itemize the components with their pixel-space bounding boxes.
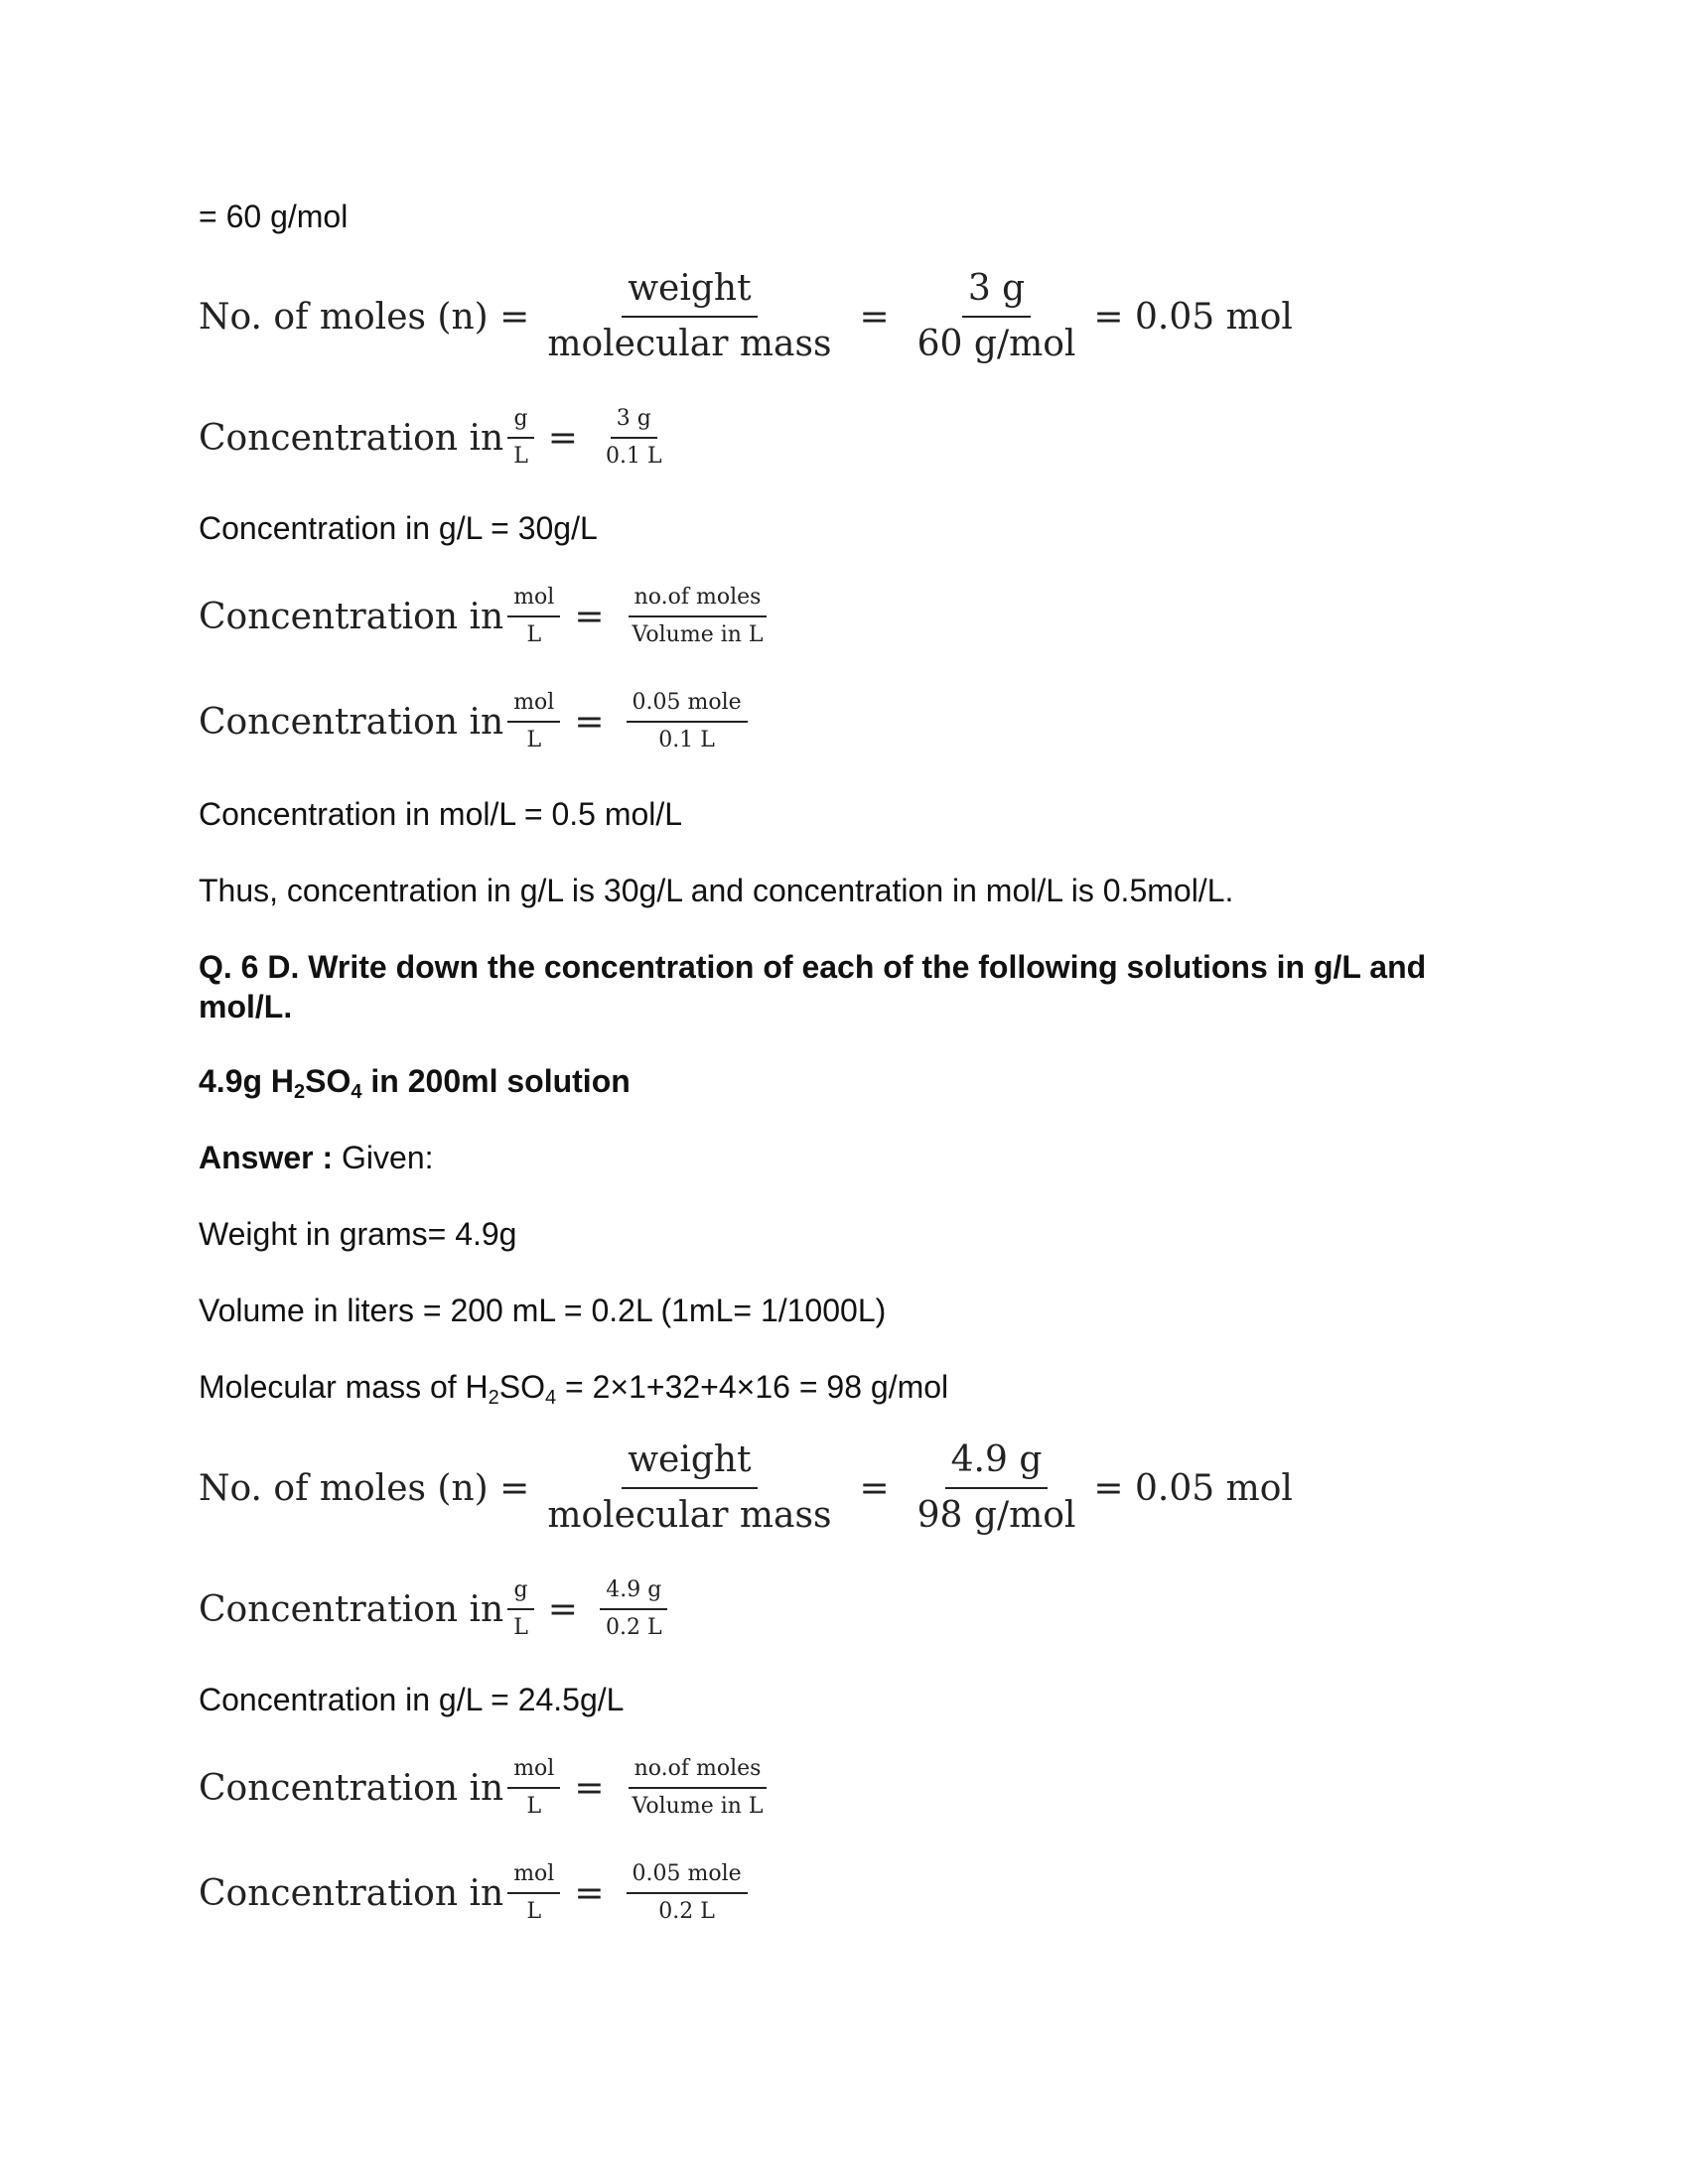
conc-mol-formula-1 — [199, 584, 781, 649]
equation-lhs: Concentration in — [199, 1767, 504, 1809]
fraction-values — [912, 266, 1082, 367]
molecular-mass-line — [199, 1367, 948, 1407]
subpart-text: 4.9g H — [199, 1063, 295, 1099]
answer-text: Given: — [333, 1140, 434, 1175]
mm-text: SO — [498, 1369, 545, 1405]
equation-lhs: Concentration in — [199, 596, 504, 637]
fraction-denominator: Volume in L — [632, 622, 764, 647]
subscript: 4 — [545, 1387, 557, 1409]
unit-numerator: mol — [507, 1755, 560, 1789]
value-fraction — [600, 405, 668, 471]
conc-mol-formula-2 — [199, 1755, 781, 1821]
moles-equation-1 — [199, 266, 1293, 367]
conc-g-equation-1 — [199, 405, 680, 471]
value-fraction — [627, 584, 770, 649]
equation-lhs: Concentration in — [199, 417, 504, 459]
unit-fraction — [507, 405, 534, 471]
answer-label: Answer : — [199, 1140, 334, 1175]
conc-g-result-2: Concentration in g/L = 24.5g/L — [199, 1682, 625, 1717]
fraction-denominator: 60 g/mol — [916, 324, 1076, 364]
equation-result: = 0.05 mol — [1093, 1467, 1293, 1509]
conc-g-equation-2 — [199, 1576, 680, 1642]
molar-mass-result: = 60 g/mol — [199, 199, 349, 234]
unit-numerator: g — [507, 1576, 533, 1610]
unit-denominator: L — [513, 444, 528, 469]
fraction-numerator: 4.9 g — [600, 1576, 667, 1610]
equals-sign: = — [859, 1467, 890, 1509]
unit-fraction — [507, 1576, 534, 1642]
equation-result: = 0.05 mol — [1093, 296, 1293, 338]
equals-sign: = — [859, 296, 890, 338]
fraction-denominator: 98 g/mol — [916, 1495, 1076, 1536]
unit-denominator: L — [526, 728, 542, 752]
fraction-formula — [541, 1437, 837, 1539]
equation-lhs: No. of moles (n) = — [199, 296, 530, 338]
conc-mol-result-1: Concentration in mol/L = 0.5 mol/L — [199, 796, 683, 832]
subpart-text: SO — [305, 1063, 352, 1099]
conc-mol-equation-1 — [199, 689, 760, 754]
unit-numerator: mol — [507, 689, 560, 723]
equation-lhs: No. of moles (n) = — [199, 1467, 530, 1509]
equals-sign: = — [574, 1872, 605, 1914]
fraction-numerator: 4.9 g — [945, 1437, 1049, 1489]
subscript: 4 — [351, 1081, 362, 1103]
unit-denominator: L — [513, 1615, 528, 1640]
conclusion-text: Thus, concentration in g/L is 30g/L and concentration in mol/L is 0.5mol/L. — [199, 873, 1234, 908]
equals-sign: = — [574, 1767, 605, 1809]
mm-text: Molecular mass of H — [199, 1369, 489, 1405]
mm-text: = 2×1+32+4×16 = 98 g/mol — [556, 1369, 949, 1405]
fraction-denominator: molecular mass — [547, 1495, 832, 1536]
value-fraction — [627, 689, 748, 754]
equation-lhs: Concentration in — [199, 1872, 504, 1914]
fraction-denominator: 0.2 L — [605, 1615, 662, 1640]
fraction-denominator: molecular mass — [547, 324, 832, 364]
conc-mol-equation-2 — [199, 1860, 760, 1926]
equals-sign: = — [574, 701, 605, 743]
unit-denominator: L — [526, 1899, 542, 1924]
fraction-numerator: weight — [622, 266, 757, 318]
subpart-text: in 200ml solution — [361, 1063, 631, 1099]
equals-sign: = — [574, 596, 605, 637]
value-fraction — [600, 1576, 668, 1642]
unit-fraction — [507, 1755, 560, 1821]
unit-fraction — [507, 689, 560, 754]
unit-fraction — [507, 1860, 560, 1926]
volume-line: Volume in liters = 200 mL = 0.2L (1mL= 1/1000L) — [199, 1293, 887, 1328]
unit-fraction — [507, 584, 560, 649]
moles-equation-2 — [199, 1437, 1293, 1539]
equation-lhs: Concentration in — [199, 1588, 504, 1630]
weight-line: Weight in grams= 4.9g — [199, 1216, 517, 1252]
subscript: 2 — [294, 1081, 306, 1103]
fraction-denominator: Volume in L — [632, 1794, 764, 1819]
unit-numerator: mol — [507, 1860, 560, 1894]
fraction-numerator: no.of moles — [629, 1755, 768, 1789]
unit-denominator: L — [526, 1794, 542, 1819]
unit-numerator: g — [507, 405, 533, 439]
fraction-numerator: 3 g — [962, 266, 1031, 318]
subscript: 2 — [488, 1387, 499, 1409]
question-heading: Q. 6 D. Write down the concentration of each of the following solutions in g/L and mol/L. — [199, 949, 1427, 1024]
equals-sign: = — [547, 417, 578, 459]
unit-numerator: mol — [507, 584, 560, 617]
fraction-numerator: 3 g — [611, 405, 657, 439]
fraction-numerator: no.of moles — [629, 584, 768, 617]
answer-line — [199, 1138, 434, 1177]
fraction-values — [912, 1437, 1082, 1539]
fraction-denominator: 0.1 L — [605, 444, 662, 469]
fraction-numerator: 0.05 mole — [627, 689, 748, 723]
question-subpart — [199, 1061, 631, 1101]
equals-sign: = — [547, 1588, 578, 1630]
fraction-numerator: 0.05 mole — [627, 1860, 748, 1894]
value-fraction — [627, 1755, 770, 1821]
unit-denominator: L — [526, 622, 542, 647]
conc-g-result-1: Concentration in g/L = 30g/L — [199, 510, 598, 546]
equation-lhs: Concentration in — [199, 701, 504, 743]
value-fraction — [627, 1860, 748, 1926]
fraction-numerator: weight — [622, 1437, 757, 1489]
fraction-denominator: 0.2 L — [658, 1899, 715, 1924]
fraction-formula — [541, 266, 837, 367]
fraction-denominator: 0.1 L — [658, 728, 715, 752]
